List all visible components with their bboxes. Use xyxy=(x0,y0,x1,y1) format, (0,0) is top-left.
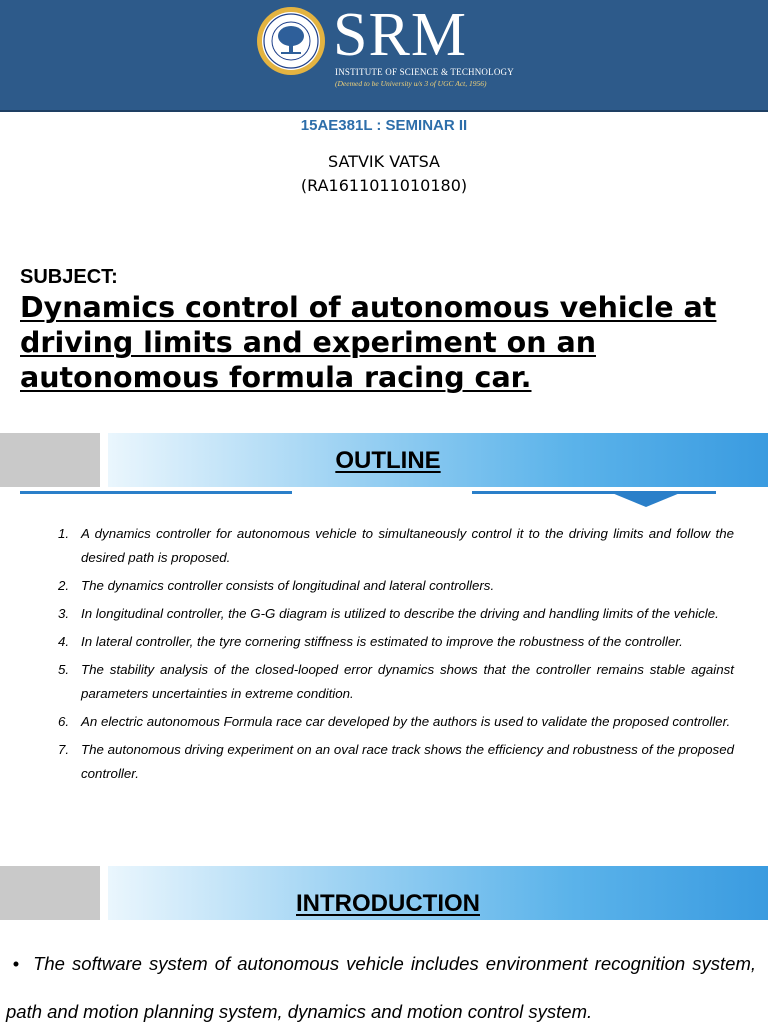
introduction-text: The software system of autonomous vehicle includes environment recognition system, path and motion planning system, dynamics and motion control system. xyxy=(6,953,756,1022)
subject-title: Dynamics control of autonomous vehicle at driving limits and experiment on an autonomous formula racing car. xyxy=(20,291,717,394)
list-item: 3. In longitudinal controller, the G-G diagram is utilized to describe the driving and handling limits of the vehicle. xyxy=(58,606,719,621)
student-reg-number: (RA1611011010180) xyxy=(300,176,468,195)
list-item: 7. The autonomous driving experiment on an oval race track shows the efficiency and robustness of the proposed controller. xyxy=(58,742,734,781)
logo-deemed-line: (Deemed to be University u/s 3 of UGC Act, 1956) xyxy=(335,79,487,88)
list-item: 6. An electric autonomous Formula race car developed by the authors is used to validate the proposed controller. xyxy=(58,714,731,729)
course-code: 15AE381L : SEMINAR II xyxy=(300,117,468,134)
list-item: 5. The stability analysis of the closed-looped error dynamics shows that the controller remains stable against parameters uncertainties in extreme condition. xyxy=(58,662,734,701)
introduction-paragraph xyxy=(6,940,756,1036)
university-seal-icon xyxy=(256,6,326,76)
outline-list xyxy=(48,522,734,790)
list-item: 4. In lateral controller, the tyre cornering stiffness is estimated to improve the robustness of the controller. xyxy=(58,634,683,649)
logo-wordmark: SRM xyxy=(333,1,467,69)
introduction-heading: INTRODUCTION xyxy=(296,890,480,917)
bullet-marker: • xyxy=(12,953,20,974)
header-banner xyxy=(0,0,768,112)
subject-label: SUBJECT: xyxy=(20,266,118,288)
list-item: 1. A dynamics controller for autonomous vehicle to simultaneously control it to the driving limits and follow the desired path is proposed. xyxy=(58,526,734,565)
student-info xyxy=(0,150,768,198)
banner-wedge xyxy=(612,493,680,507)
student-name: SATVIK VATSA xyxy=(328,152,440,171)
logo-subtitle: INSTITUTE OF SCIENCE & TECHNOLOGY xyxy=(335,67,514,77)
introduction-banner xyxy=(0,866,768,926)
banner-rule-left xyxy=(20,491,292,494)
banner-grey-block xyxy=(0,433,100,487)
outline-heading: OUTLINE xyxy=(335,447,441,474)
outline-banner xyxy=(0,433,768,503)
list-item: 2. The dynamics controller consists of longitudinal and lateral controllers. xyxy=(58,578,495,593)
banner-grey-block xyxy=(0,866,100,920)
